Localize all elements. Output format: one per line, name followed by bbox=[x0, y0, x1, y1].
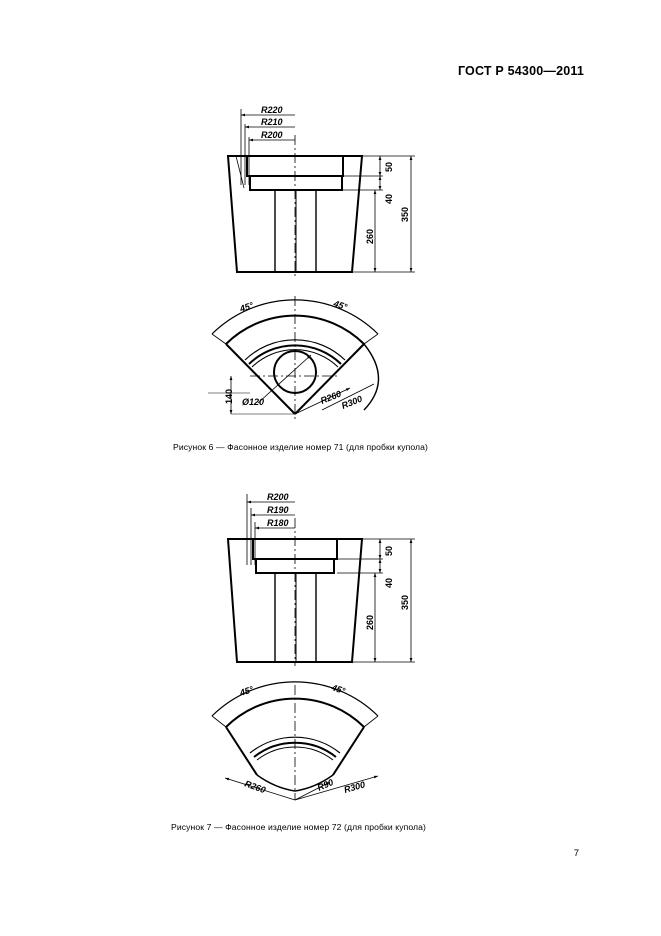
figure-7-caption: Рисунок 7 — Фасонное изделие номер 72 (для пробки купола) bbox=[171, 822, 427, 832]
radius-label: R180 bbox=[267, 518, 289, 528]
figure6-front-view bbox=[228, 109, 415, 276]
radius-label: R190 bbox=[267, 505, 289, 515]
dim-label: 350 bbox=[400, 206, 410, 222]
radius-label: R200 bbox=[267, 492, 289, 502]
dim-label: 350 bbox=[400, 594, 410, 610]
radius-label: R300 bbox=[342, 779, 367, 795]
standard-header: ГОСТ Р 54300—2011 bbox=[457, 64, 584, 78]
radius-label: R90 bbox=[315, 776, 335, 793]
mid-plate bbox=[250, 176, 342, 190]
dim-label: 50 bbox=[384, 545, 394, 556]
angle-label: 45° bbox=[330, 682, 347, 697]
dim-label: 40 bbox=[384, 577, 394, 588]
dim-label: 40 bbox=[384, 193, 394, 204]
radius-label: R260 bbox=[319, 388, 343, 406]
figure-6-caption: Рисунок 6 — Фасонное изделие номер 71 (для пробки купола) bbox=[173, 442, 429, 452]
radius-label: R220 bbox=[261, 105, 283, 115]
figure7-front-labels bbox=[267, 492, 410, 630]
angle-label: 45° bbox=[332, 298, 349, 313]
figure6-front-labels bbox=[261, 105, 410, 244]
angle-label: 45° bbox=[238, 300, 255, 314]
radius-label: R200 bbox=[261, 130, 283, 140]
dim-label: 50 bbox=[384, 161, 394, 172]
dim-label: 140 bbox=[224, 388, 234, 404]
radius-label: R260 bbox=[243, 778, 267, 796]
angle-label: 45° bbox=[238, 684, 255, 698]
radius-label: R210 bbox=[261, 117, 283, 127]
dim-label: 260 bbox=[365, 228, 375, 244]
page-number: 7 bbox=[573, 848, 579, 859]
dim-label: 260 bbox=[365, 614, 375, 630]
radius-label: R300 bbox=[340, 393, 364, 411]
diameter-label: Ø120 bbox=[242, 397, 265, 407]
